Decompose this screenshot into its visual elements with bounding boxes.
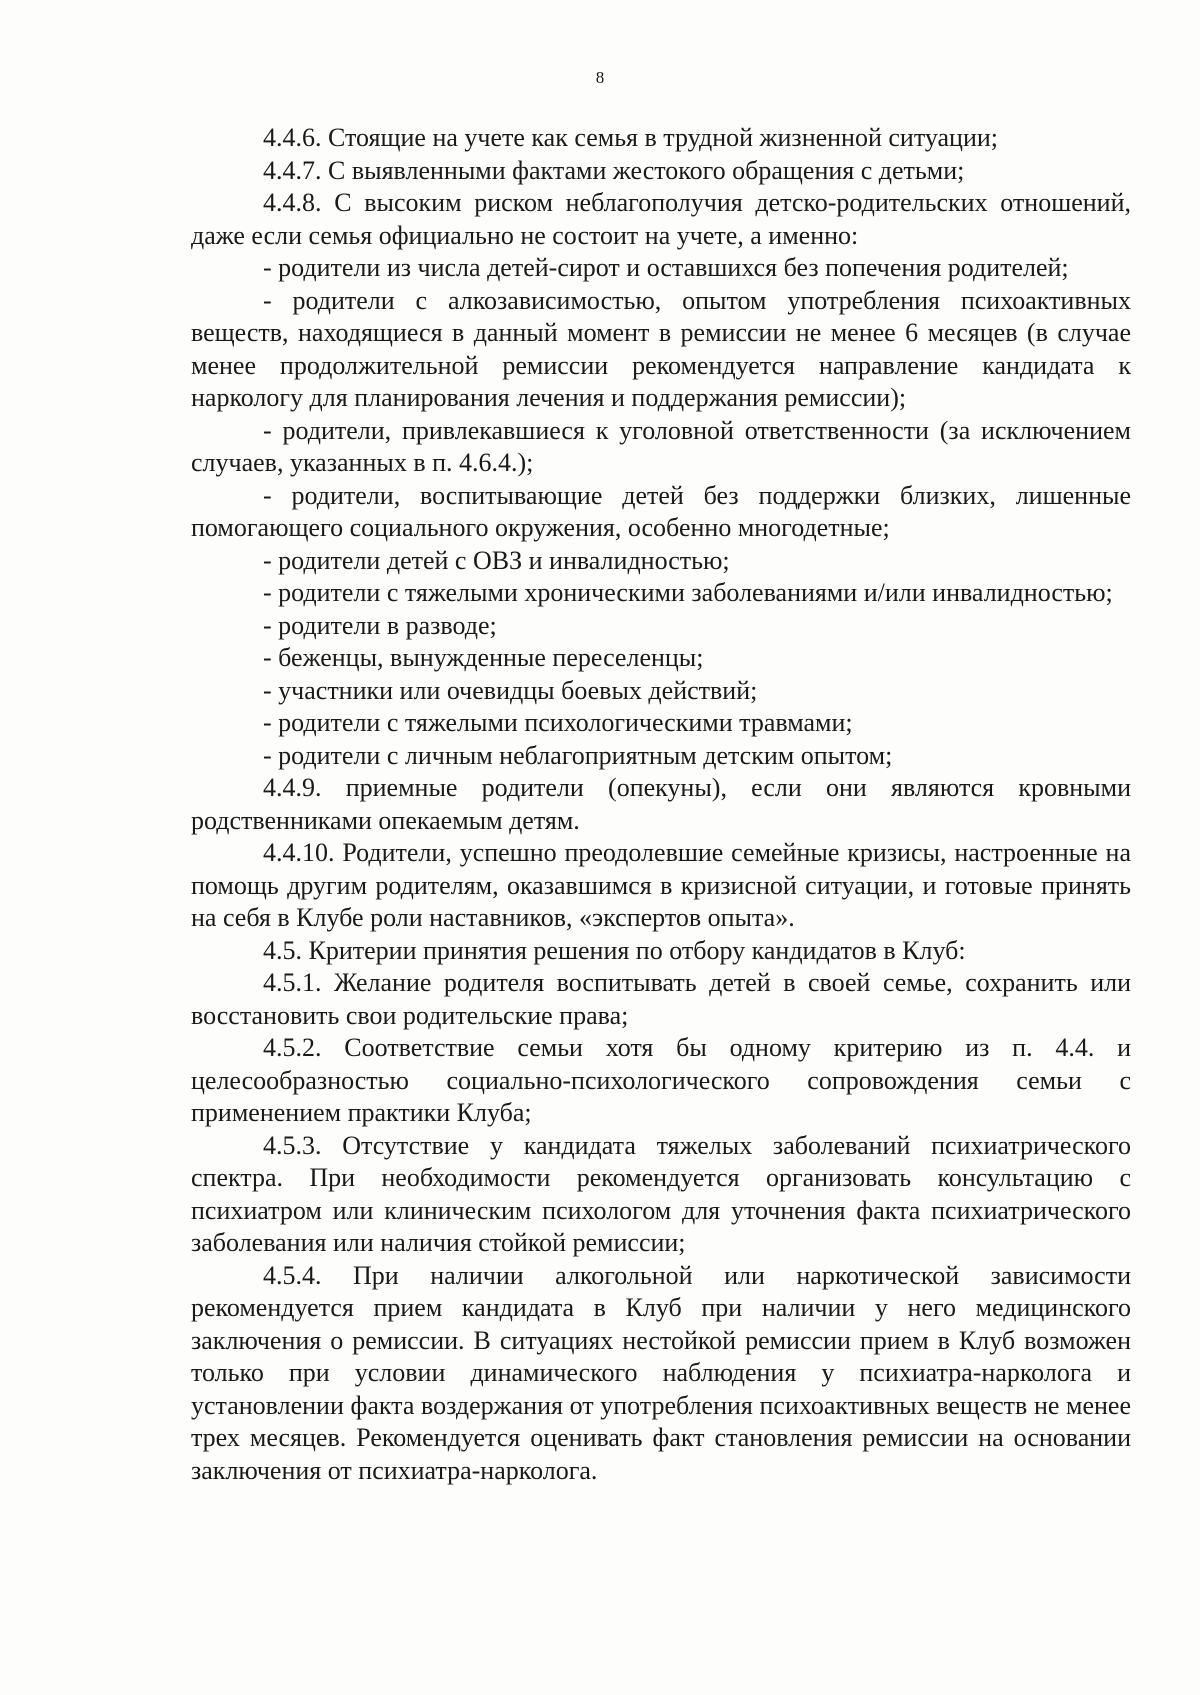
paragraph-4-5-2: 4.5.2. Соответствие семьи хотя бы одному критерию из п. 4.4. и целесообразностью социально-психологического сопровождения семьи с применением практики Клуба; [191,1033,1131,1127]
paragraph-4-5-4: 4.5.4. При наличии алкогольной или наркотической зависимости рекомендуется прием кандидата в Клуб при наличии у него медицинского заключения о ремиссии. В ситуациях нестойкой ремиссии прием в Клуб возможен только при условии динамического наблюдения у психиатра-нарколога и установлении факта воздержания от употребления психоактивных веществ не менее трех месяцев. Рекомендуется оценивать факт становления ремиссии на основании заключения от психиатра-нарколога. [191,1260,1131,1485]
list-item-addiction-parents: - родители с алкозависимостью, опытом употребления психоактивных веществ, находящиеся в данный момент в ремиссии не менее 6 месяцев (в случае менее продолжительной ремиссии рекомендуется направление кандидата к наркологу для планирования лечения и поддержания ремиссии); [191,285,1131,412]
paragraph-4-5-3: 4.5.3. Отсутствие у кандидата тяжелых заболеваний психиатрического спектра. При необходимости рекомендуется организовать консультацию с психиатром или клиническим психологом для уточнения факта психиатрического заболевания или наличия стойкой ремиссии; [191,1130,1131,1257]
paragraph-4-5: 4.5. Критерии принятия решения по отбору кандидатов в Клуб: [263,935,966,965]
paragraph-4-4-6: 4.4.6. Стоящие на учете как семья в трудной жизненной ситуации; [263,123,999,152]
document-body [191,122,1131,1487]
list-item-chronic-illness-parents: - родители с тяжелыми хроническими заболеваниями и/или инвалидностью; [263,578,1113,607]
paragraph-4-4-9: 4.4.9. приемные родители (опекуны), если они являются кровными родственниками опекаемым детям. [191,773,1131,835]
list-item-disabled-children-parents: - родители детей с ОВЗ и инвалидностью; [263,545,730,575]
list-item-adverse-childhood-parents: - родители с личным неблагоприятным детским опытом; [263,740,893,770]
list-item-orphan-parents: - родители из числа детей-сирот и оставшихся без попечения родителей; [263,253,1069,282]
paragraph-4-4-8: 4.4.8. С высоким риском неблагополучия детско-родительских отношений, даже если семья официально не состоит на учете, а именно: [191,188,1131,250]
list-item-trauma-parents: - родители с тяжелыми психологическими травмами; [263,708,853,737]
list-item-combat-witnesses: - участники или очевидцы боевых действий; [263,675,758,705]
paragraph-4-5-1: 4.5.1. Желание родителя воспитывать детей в своей семье, сохранить или восстановить свои родительские права; [191,968,1131,1030]
paragraph-4-4-7: 4.4.7. С выявленными фактами жестокого обращения с детьми; [263,155,965,185]
list-item-criminal-record-parents: - родители, привлекавшиеся к уголовной ответственности (за исключением случаев, указанных в п. 4.6.4.); [191,415,1131,477]
list-item-divorced-parents: - родители в разводе; [263,610,497,640]
list-item-refugees: - беженцы, вынужденные переселенцы; [263,643,704,672]
list-item-unsupported-parents: - родители, воспитывающие детей без поддержки близких, лишенные помогающего социального окружения, особенно многодетные; [191,480,1131,542]
paragraph-4-4-10: 4.4.10. Родители, успешно преодолевшие семейные кризисы, настроенные на помощь другим родителям, оказавшимся в кризисной ситуации, и готовые принять на себя в Клубе роли наставников, «экспертов опыта». [191,838,1131,932]
page-number: 8 [595,68,605,87]
